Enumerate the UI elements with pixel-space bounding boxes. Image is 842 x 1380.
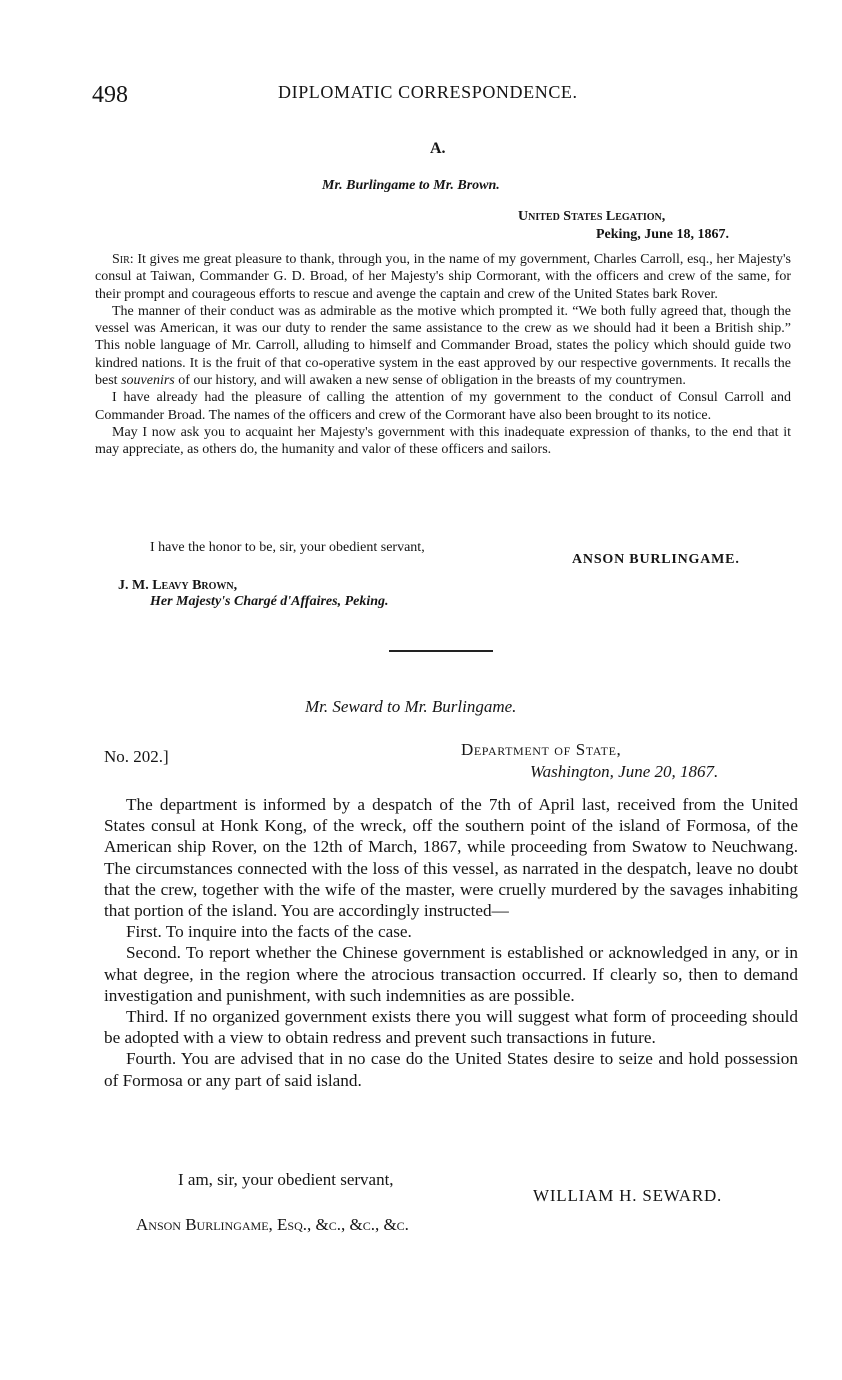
letter-b-signature: WILLIAM H. SEWARD.	[533, 1186, 723, 1205]
section-divider	[389, 650, 493, 652]
letter-a-paragraph-text: The manner of their conduct was as admirable as the motive which prompted it. “We both fully agreed that, though the vessel was American, it was our duty to render the same assistance to the crew as we should had it been a British ship.” This noble language of Mr. Carroll, alluding to himself and Commander Broad, states the policy which should guide two kindred nations. It is the fruit of that co-operative system in the east approved by our respective governments. It recalls the best	[95, 303, 791, 389]
letter-b-paragraph: The department is informed by a despatch of the 7th of April last, received from the United States consul at Honk Kong, of the wreck, off the southern point of the island of Formosa, of the American ship Rover, on the 12th of March, 1867, while proceeding from Swatow to Neuchwang. The circumstances connected with the loss of this vessel, as narrated in the despatch, leave no doubt that the crew, together with the wife of the master, were cruelly murdered by the savages inhabiting that portion of the island. You are accordingly instructed—	[104, 795, 798, 921]
letter-a-heading: Mr. Burlingame to Mr. Brown.	[322, 178, 500, 193]
letter-a-paragraph	[95, 251, 791, 303]
letter-b-paragraph: First. To inquire into the facts of the case.	[126, 922, 412, 942]
letter-b-body	[104, 794, 798, 1091]
letter-a-salutation: Sir:	[112, 252, 134, 267]
letter-b-heading: Mr. Seward to Mr. Burlingame.	[305, 697, 517, 716]
letter-a-paragraph: I have already had the pleasure of calling the attention of my government to the conduct of Consul Carroll and Commander Broad. The names of the officers and crew of the Cormorant have also been brought to its notice.	[95, 390, 791, 423]
letter-a-signature: ANSON BURLINGAME.	[572, 552, 740, 567]
despatch-number: No. 202.]	[104, 747, 169, 766]
running-head-title: DIPLOMATIC CORRESPONDENCE.	[278, 82, 578, 102]
letter-b-paragraph: Second. To report whether the Chinese government is established or acknowledged in any, or in what degree, in the region where the atrocious transaction occurred. If clearly so, then to demand investigation and punishment, with such indemnities as are possible.	[104, 943, 798, 1005]
letter-a-italic-word: souvenirs	[121, 373, 175, 389]
letter-b-recipient	[136, 1215, 409, 1235]
letter-a-closing: I have the honor to be, sir, your obedient servant,	[150, 540, 425, 555]
letter-a-paragraph-text: of our history, and will awaken a new sense of obligation in the breasts of my countrymen.	[178, 373, 686, 389]
letter-a-address-line2: Peking, June 18, 1867.	[596, 227, 730, 242]
letter-a-paragraph	[95, 303, 791, 389]
letter-a-address-line1: United States Legation,	[518, 209, 666, 224]
letter-a-paragraph: May I now ask you to acquaint her Majesty's government with this inadequate expression of thanks, to the end that it may appreciate, as others do, the humanity and valor of these officers and sailors.	[95, 424, 791, 458]
letter-b-paragraph: Third. If no organized government exists there you will suggest what form of proceeding should be adopted with a view to obtain redress and prevent such transactions in future.	[104, 1007, 798, 1048]
letter-b-closing: I am, sir, your obedient servant,	[178, 1170, 394, 1189]
letter-b-address-line2: Washington, June 20, 1867.	[530, 762, 719, 781]
letter-a-recipient-title: Her Majesty's Chargé d'Affaires, Peking.	[150, 594, 389, 609]
letter-a-paragraph-text: It gives me great pleasure to thank, through you, in the name of my government, Charles Carroll, esq., her Majesty's consul at Taiwan, Commander G. D. Broad, of her Majesty's ship Cormorant, with the officers and crew of the same, for their prompt and courageous efforts to rescue and avenge the captain and crew of the United States bark Rover.	[95, 252, 792, 302]
letter-b-recipient-text: Anson Burlingame, Esq., &c., &c., &c.	[136, 1215, 409, 1234]
letter-a-body	[95, 251, 791, 459]
page-number: 498	[92, 82, 128, 108]
letter-a-recipient-name-text: J. M. Leavy Brown,	[118, 578, 238, 593]
letter-b-address-line1: Department of State,	[461, 740, 622, 759]
letter-b-paragraph: Fourth. You are advised that in no case do the United States desire to seize and hold possession of Formosa or any part of said island.	[104, 1049, 798, 1090]
section-label: A.	[430, 140, 446, 157]
letter-a-recipient-name	[118, 578, 237, 594]
